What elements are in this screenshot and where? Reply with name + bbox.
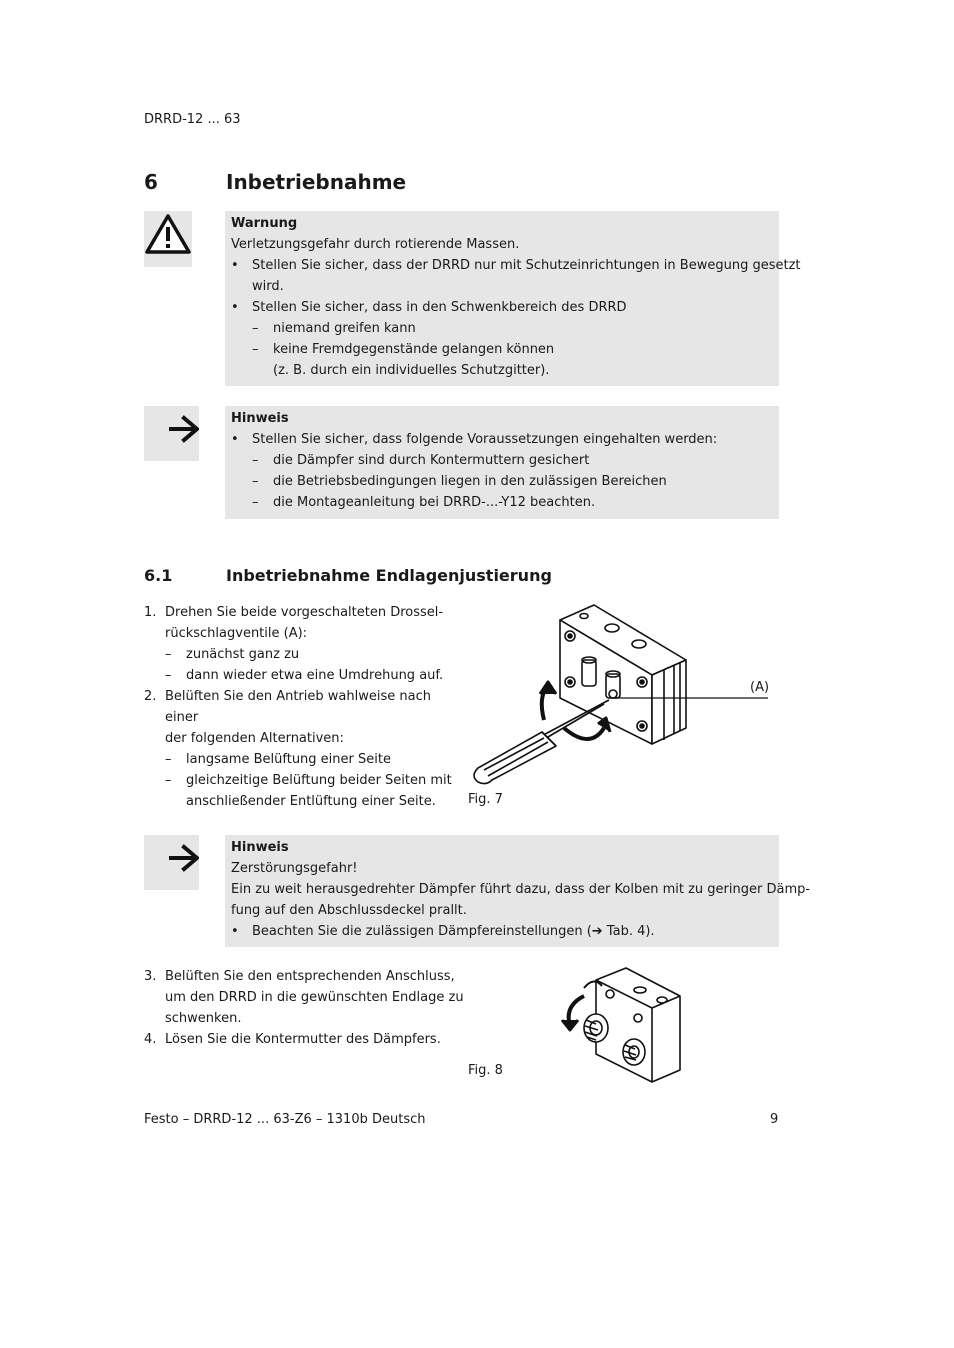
note-title: Hinweis <box>231 840 289 855</box>
note-line: Zerstörungsgefahr! <box>231 861 358 876</box>
sub-list-item: – die Montageanleitung bei DRRD-...-Y12 beachten. <box>252 495 596 510</box>
note-box <box>225 835 811 947</box>
note-icon-box <box>144 406 199 461</box>
page-number: 9 <box>770 1112 779 1127</box>
steps-list-a <box>144 602 464 812</box>
arrow-right-icon <box>144 835 199 890</box>
warning-icon-box <box>144 211 192 267</box>
list-item-continuation: rückschlagventile (A): <box>165 626 308 641</box>
section-title: Inbetriebnahme <box>226 170 407 194</box>
sub-list-item-continuation: (z. B. durch ein individuelles Schutzgitter). <box>273 363 550 378</box>
list-item: • Beachten Sie die zulässigen Dämpfereinstellungen (➔ Tab. 4). <box>231 924 655 939</box>
warning-triangle-icon <box>144 211 192 267</box>
subsection-title: Inbetriebnahme Endlagenjustierung <box>226 566 552 585</box>
note-box <box>225 406 779 519</box>
arrow-right-icon <box>144 406 199 461</box>
steps-list-b <box>144 966 464 1050</box>
figure-8-illustration <box>556 966 686 1084</box>
note-line: Ein zu weit herausgedrehter Dämpfer führt dazu, dass der Kolben mit zu geringer Dämp- <box>231 882 811 897</box>
warning-box <box>225 211 801 386</box>
list-item: 2. Belüften Sie den Antrieb wahlweise nach einer <box>144 689 431 725</box>
sub-list-item: – die Dämpfer sind durch Kontermuttern gesichert <box>252 453 590 468</box>
sub-list-item: – niemand greifen kann <box>252 321 416 336</box>
list-item: 4. Lösen Sie die Kontermutter des Dämpfers. <box>144 1032 441 1047</box>
running-header: DRRD-12 ... 63 <box>144 112 241 127</box>
sub-list-item: – zunächst ganz zu <box>165 647 300 662</box>
list-item: • Stellen Sie sicher, dass der DRRD nur mit Schutzeinrichtungen in Bewegung gesetzt <box>231 258 801 273</box>
sub-list-item: – die Betriebsbedingungen liegen in den zulässigen Bereichen <box>252 474 667 489</box>
figure-7-illustration <box>464 600 774 795</box>
subsection-number: 6.1 <box>144 566 173 585</box>
list-item: • Stellen Sie sicher, dass in den Schwenkbereich des DRRD <box>231 300 627 315</box>
list-item-continuation: schwenken. <box>165 1011 242 1026</box>
sub-list-item: – keine Fremdgegenstände gelangen können <box>252 342 555 357</box>
sub-list-item: – langsame Belüftung einer Seite <box>165 752 391 767</box>
footer-text: Festo – DRRD-12 ... 63-Z6 – 1310b Deutsch <box>144 1112 426 1127</box>
section-number: 6 <box>144 170 158 194</box>
figure-7-label-a: (A) <box>750 680 770 695</box>
note-title: Hinweis <box>231 411 289 426</box>
sub-list-item-continuation: anschließender Entlüftung einer Seite. <box>186 794 436 809</box>
list-item: 3. Belüften Sie den entsprechenden Anschluss, <box>144 969 455 984</box>
list-item: • Stellen Sie sicher, dass folgende Voraussetzungen eingehalten werden: <box>231 432 718 447</box>
sub-list-item: – gleichzeitige Belüftung beider Seiten mit <box>165 773 452 788</box>
note-icon-box <box>144 835 199 890</box>
list-item: 1. Drehen Sie beide vorgeschalteten Drossel- <box>144 605 444 620</box>
list-item-continuation: um den DRRD in die gewünschten Endlage zu <box>165 990 464 1005</box>
warning-intro: Verletzungsgefahr durch rotierende Massen. <box>231 237 520 252</box>
figure-7-caption: Fig. 7 <box>468 792 503 807</box>
warning-title: Warnung <box>231 216 298 231</box>
figure-8-caption: Fig. 8 <box>468 1063 503 1078</box>
list-item-continuation: der folgenden Alternativen: <box>165 731 344 746</box>
sub-list-item: – dann wieder etwa eine Umdrehung auf. <box>165 668 444 683</box>
note-line: fung auf den Abschlussdeckel prallt. <box>231 903 467 918</box>
list-item-continuation: wird. <box>252 279 284 294</box>
